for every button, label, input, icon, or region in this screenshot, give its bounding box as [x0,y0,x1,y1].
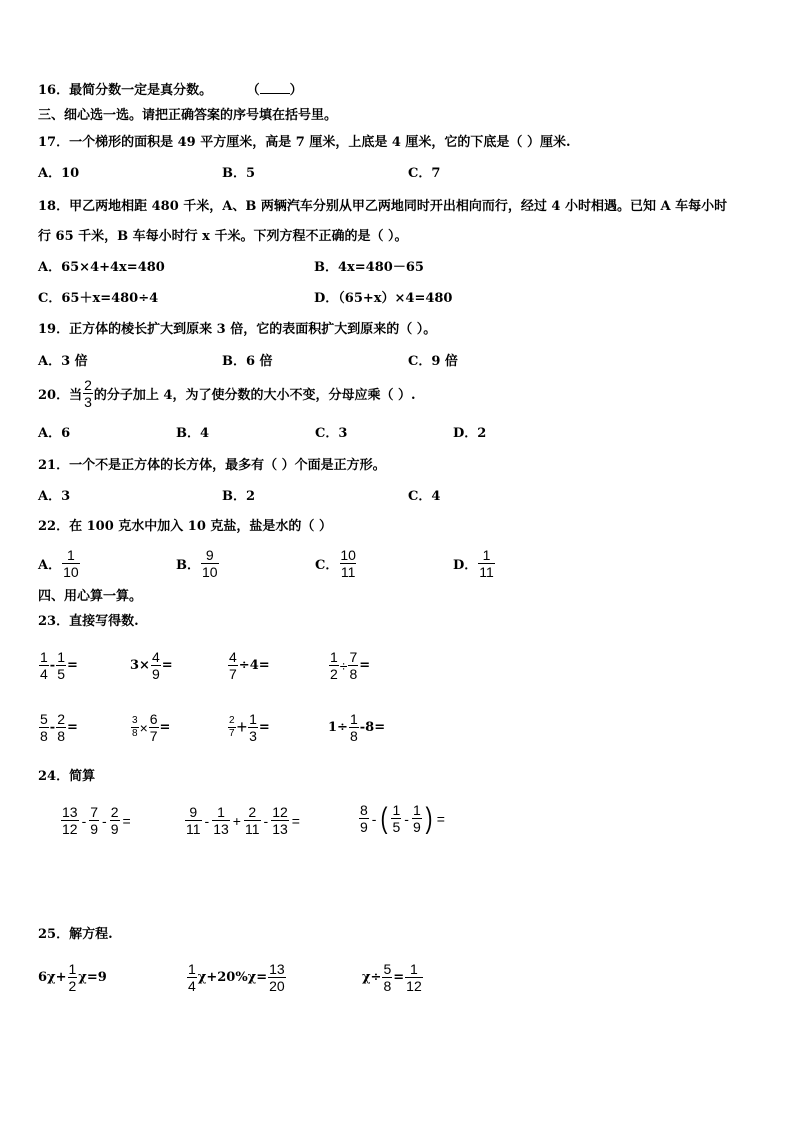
q23-expr-4: $\frac{1}{2}$ ÷ $\frac{7}{8}$ = [330,649,371,682]
q25-equation-3: χ÷ $\frac{5}{8}$ = $\frac{1}{12}$ [362,961,422,994]
question-16 [38,81,303,100]
q18-option-a: A．65×4+4x=480 [38,260,165,275]
question-17: 17．一个梯形的面积是 49 平方厘米，高是 7 厘米，上底是 4 厘米，它的下底是（ ）厘米. [38,135,571,150]
question-24-title: 24．简算 [38,769,96,784]
fraction: $\frac{1}{11}$ [479,547,494,580]
q20-fraction: $\frac{2}{3}$ [84,377,92,410]
q25-equation-1: 6χ+ $\frac{1}{2}$ χ=9 [38,961,107,994]
q22-option-c: C． $\frac{10}{11}$ [315,547,356,580]
q23-expr-1: $\frac{1}{4}$ - $\frac{1}{5}$ = [40,649,78,682]
q20-prefix: 20．当 [38,388,83,403]
q18-option-c: C．65＋x=480÷4 [38,291,159,306]
question-19: 19．正方体的棱长扩大到原来 3 倍，它的表面积扩大到原来的（ ）。 [38,322,437,337]
question-18-line1: 18．甲乙两地相距 480 千米，A、B 两辆汽车分别从甲乙两地同时开出相向而行，经过 4 小时相遇。已知 A 车每小时 [38,199,728,214]
q18-option-b: B．4x=480－65 [314,260,424,275]
q16-text: 16．最简分数一定是真分数。 [38,83,213,98]
q22-option-a: A． $\frac{1}{10}$ [38,547,79,580]
q20-suffix: 的分子加上 4，为了使分数的大小不变，分母应乘（ ）. [93,388,416,403]
q19-option-a: A．3 倍 [38,354,88,369]
q22-option-b: B． $\frac{9}{10}$ [176,547,218,580]
q23-expr-2: 3× $\frac{4}{9}$ = [130,649,173,682]
q21-option-a: A．3 [38,489,71,504]
section-3-title: 三、细心选一选。请把正确答案的序号填在括号里。 [38,108,338,123]
q16-paren-open: （ [246,83,260,98]
question-22: 22．在 100 克水中加入 10 克盐，盐是水的（ ） [38,519,332,534]
section-4-title: 四、用心算一算。 [38,589,143,604]
q17-option-c: C．7 [408,166,441,181]
q21-option-c: C．4 [408,489,441,504]
question-20 [38,378,416,409]
q25-equation-2: $\frac{1}{4}$ χ+20%χ= $\frac{13}{20}$ [188,961,285,994]
question-21: 21．一个不是正方体的长方体，最多有（ ）个面是正方形。 [38,458,386,473]
question-25-title: 25．解方程. [38,927,113,942]
fraction: $\frac{1}{10}$ [63,547,79,580]
q23-expr-3: $\frac{4}{7}$ ÷4= [229,649,270,682]
fraction: $\frac{10}{11}$ [340,547,356,580]
q20-option-b: B．4 [176,426,210,441]
q20-option-d: D．2 [453,426,487,441]
q22-option-d: D． $\frac{1}{11}$ [453,547,494,580]
q23-expr-7: $\frac{2}{7}$ + $\frac{1}{3}$ = [229,711,270,744]
fraction: $\frac{9}{10}$ [202,547,218,580]
q23-expr-6: $\frac{3}{8}$ × $\frac{6}{7}$ = [132,711,171,744]
q21-option-b: B．2 [222,489,256,504]
q23-expr-5: $\frac{5}{8}$ - $\frac{2}{8}$ = [40,711,78,744]
q19-option-c: C．9 倍 [408,354,458,369]
q18-option-d: D．（65+x）×4=480 [314,291,453,306]
q24-expr-1: $\frac{13}{12}$ - $\frac{7}{9}$ - $\frac{2}{9}$ = [62,804,131,837]
question-18-line2: 行 65 千米，B 车每小时行 x 千米。下列方程不正确的是（ ）。 [38,229,408,244]
q19-option-b: B．6 倍 [222,354,273,369]
answer-blank[interactable] [260,81,290,94]
q24-expr-3: $\frac{8}{9}$ - ( $\frac{1}{5}$ - $\frac{1}{9}$ ) = [360,801,445,835]
q17-option-b: B．5 [222,166,256,181]
q23-expr-8: 1÷ $\frac{1}{8}$ -8= [328,711,386,744]
q16-paren-close: ） [289,83,303,98]
q17-option-a: A．10 [38,166,80,181]
q20-option-c: C．3 [315,426,348,441]
q20-option-a: A．6 [38,426,71,441]
question-23-title: 23．直接写得数. [38,614,139,629]
q24-expr-2: $\frac{9}{11}$ - $\frac{1}{13}$ + $\frac{2}{11}$ - $\frac{12}{13}$ = [186,804,300,837]
